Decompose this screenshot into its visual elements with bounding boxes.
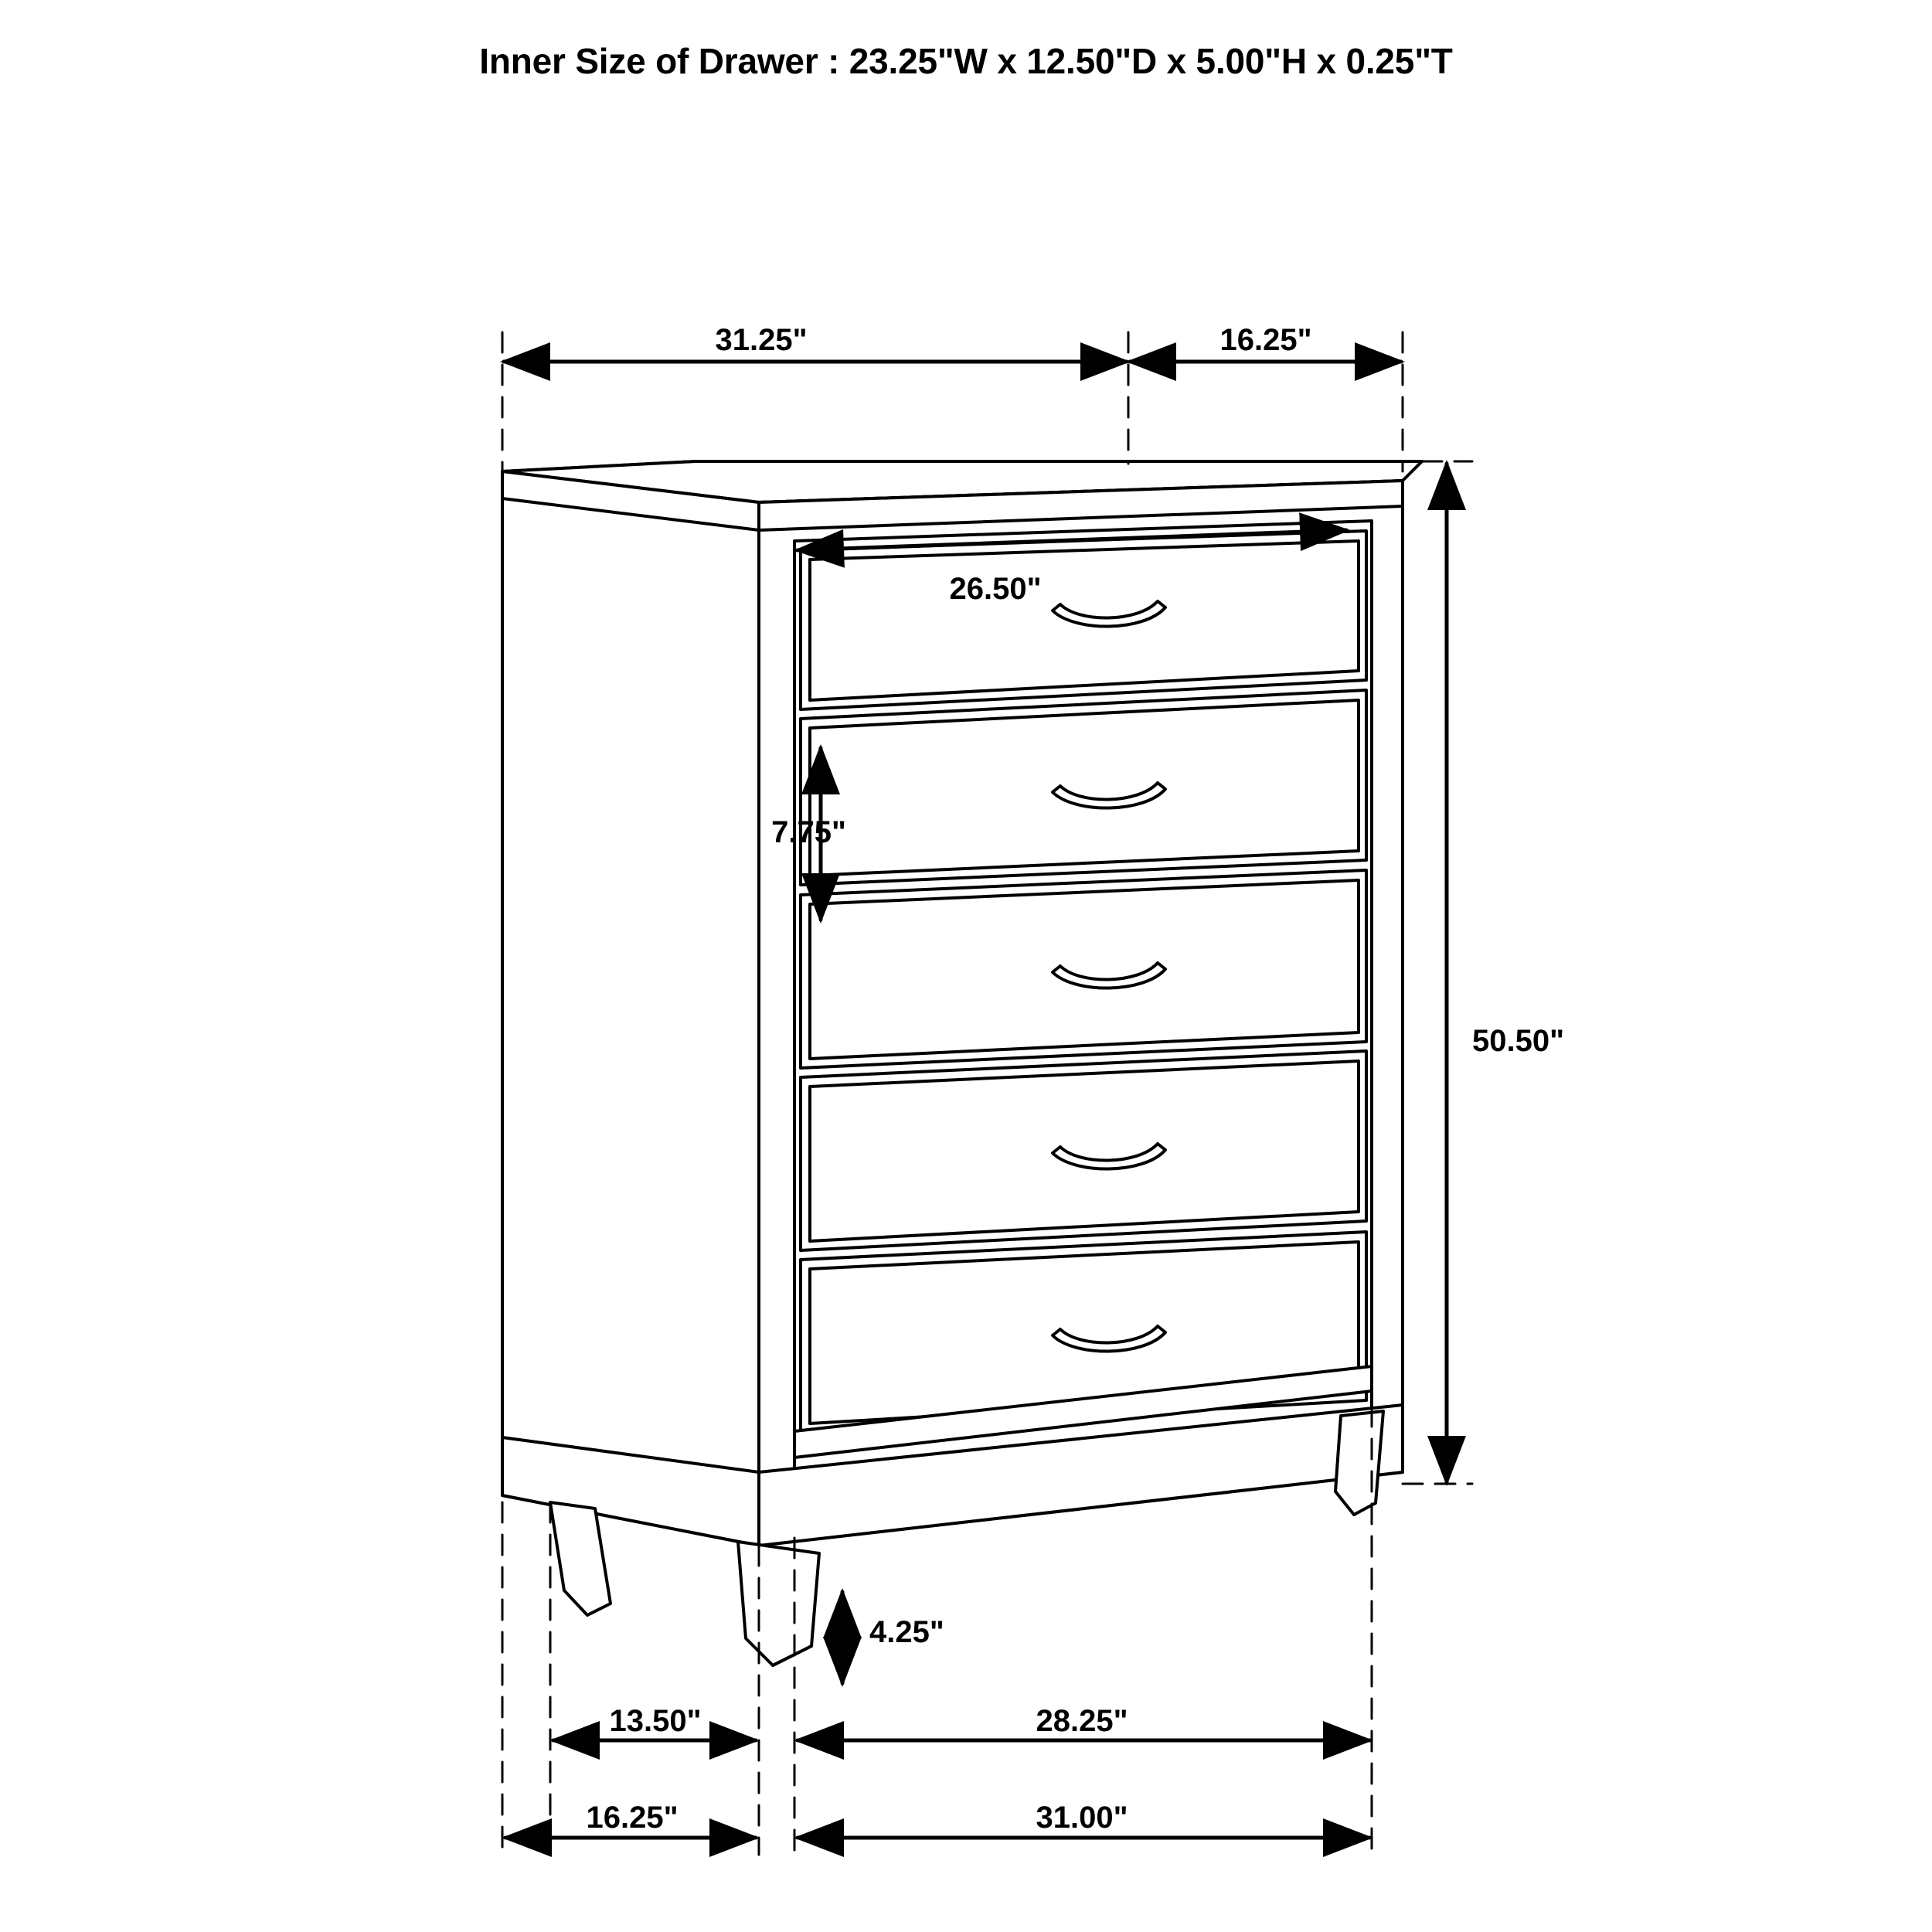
- page-title: Inner Size of Drawer : 23.25"W x 12.50"D x 5.00"H x 0.25"T: [479, 41, 1453, 81]
- dimension-label-base-front-width: 31.00": [1036, 1801, 1128, 1835]
- dimension-label-overall-height: 50.50": [1472, 1024, 1565, 1058]
- dimension-label-base-depth: 13.50": [609, 1704, 702, 1738]
- dimension-label-top-front-width: 31.25": [715, 323, 808, 357]
- dimension-label-leg-span-front: 28.25": [1036, 1704, 1128, 1738]
- dimension-label-leg-height: 4.25": [869, 1615, 944, 1649]
- dimension-label-drawer-height: 7.75": [771, 815, 846, 849]
- dimension-label-drawer-inner-width: 26.50": [949, 572, 1042, 606]
- dimension-label-top-side-depth: 16.25": [1219, 323, 1312, 357]
- dimension-label-base-side-depth: 16.25": [586, 1801, 679, 1835]
